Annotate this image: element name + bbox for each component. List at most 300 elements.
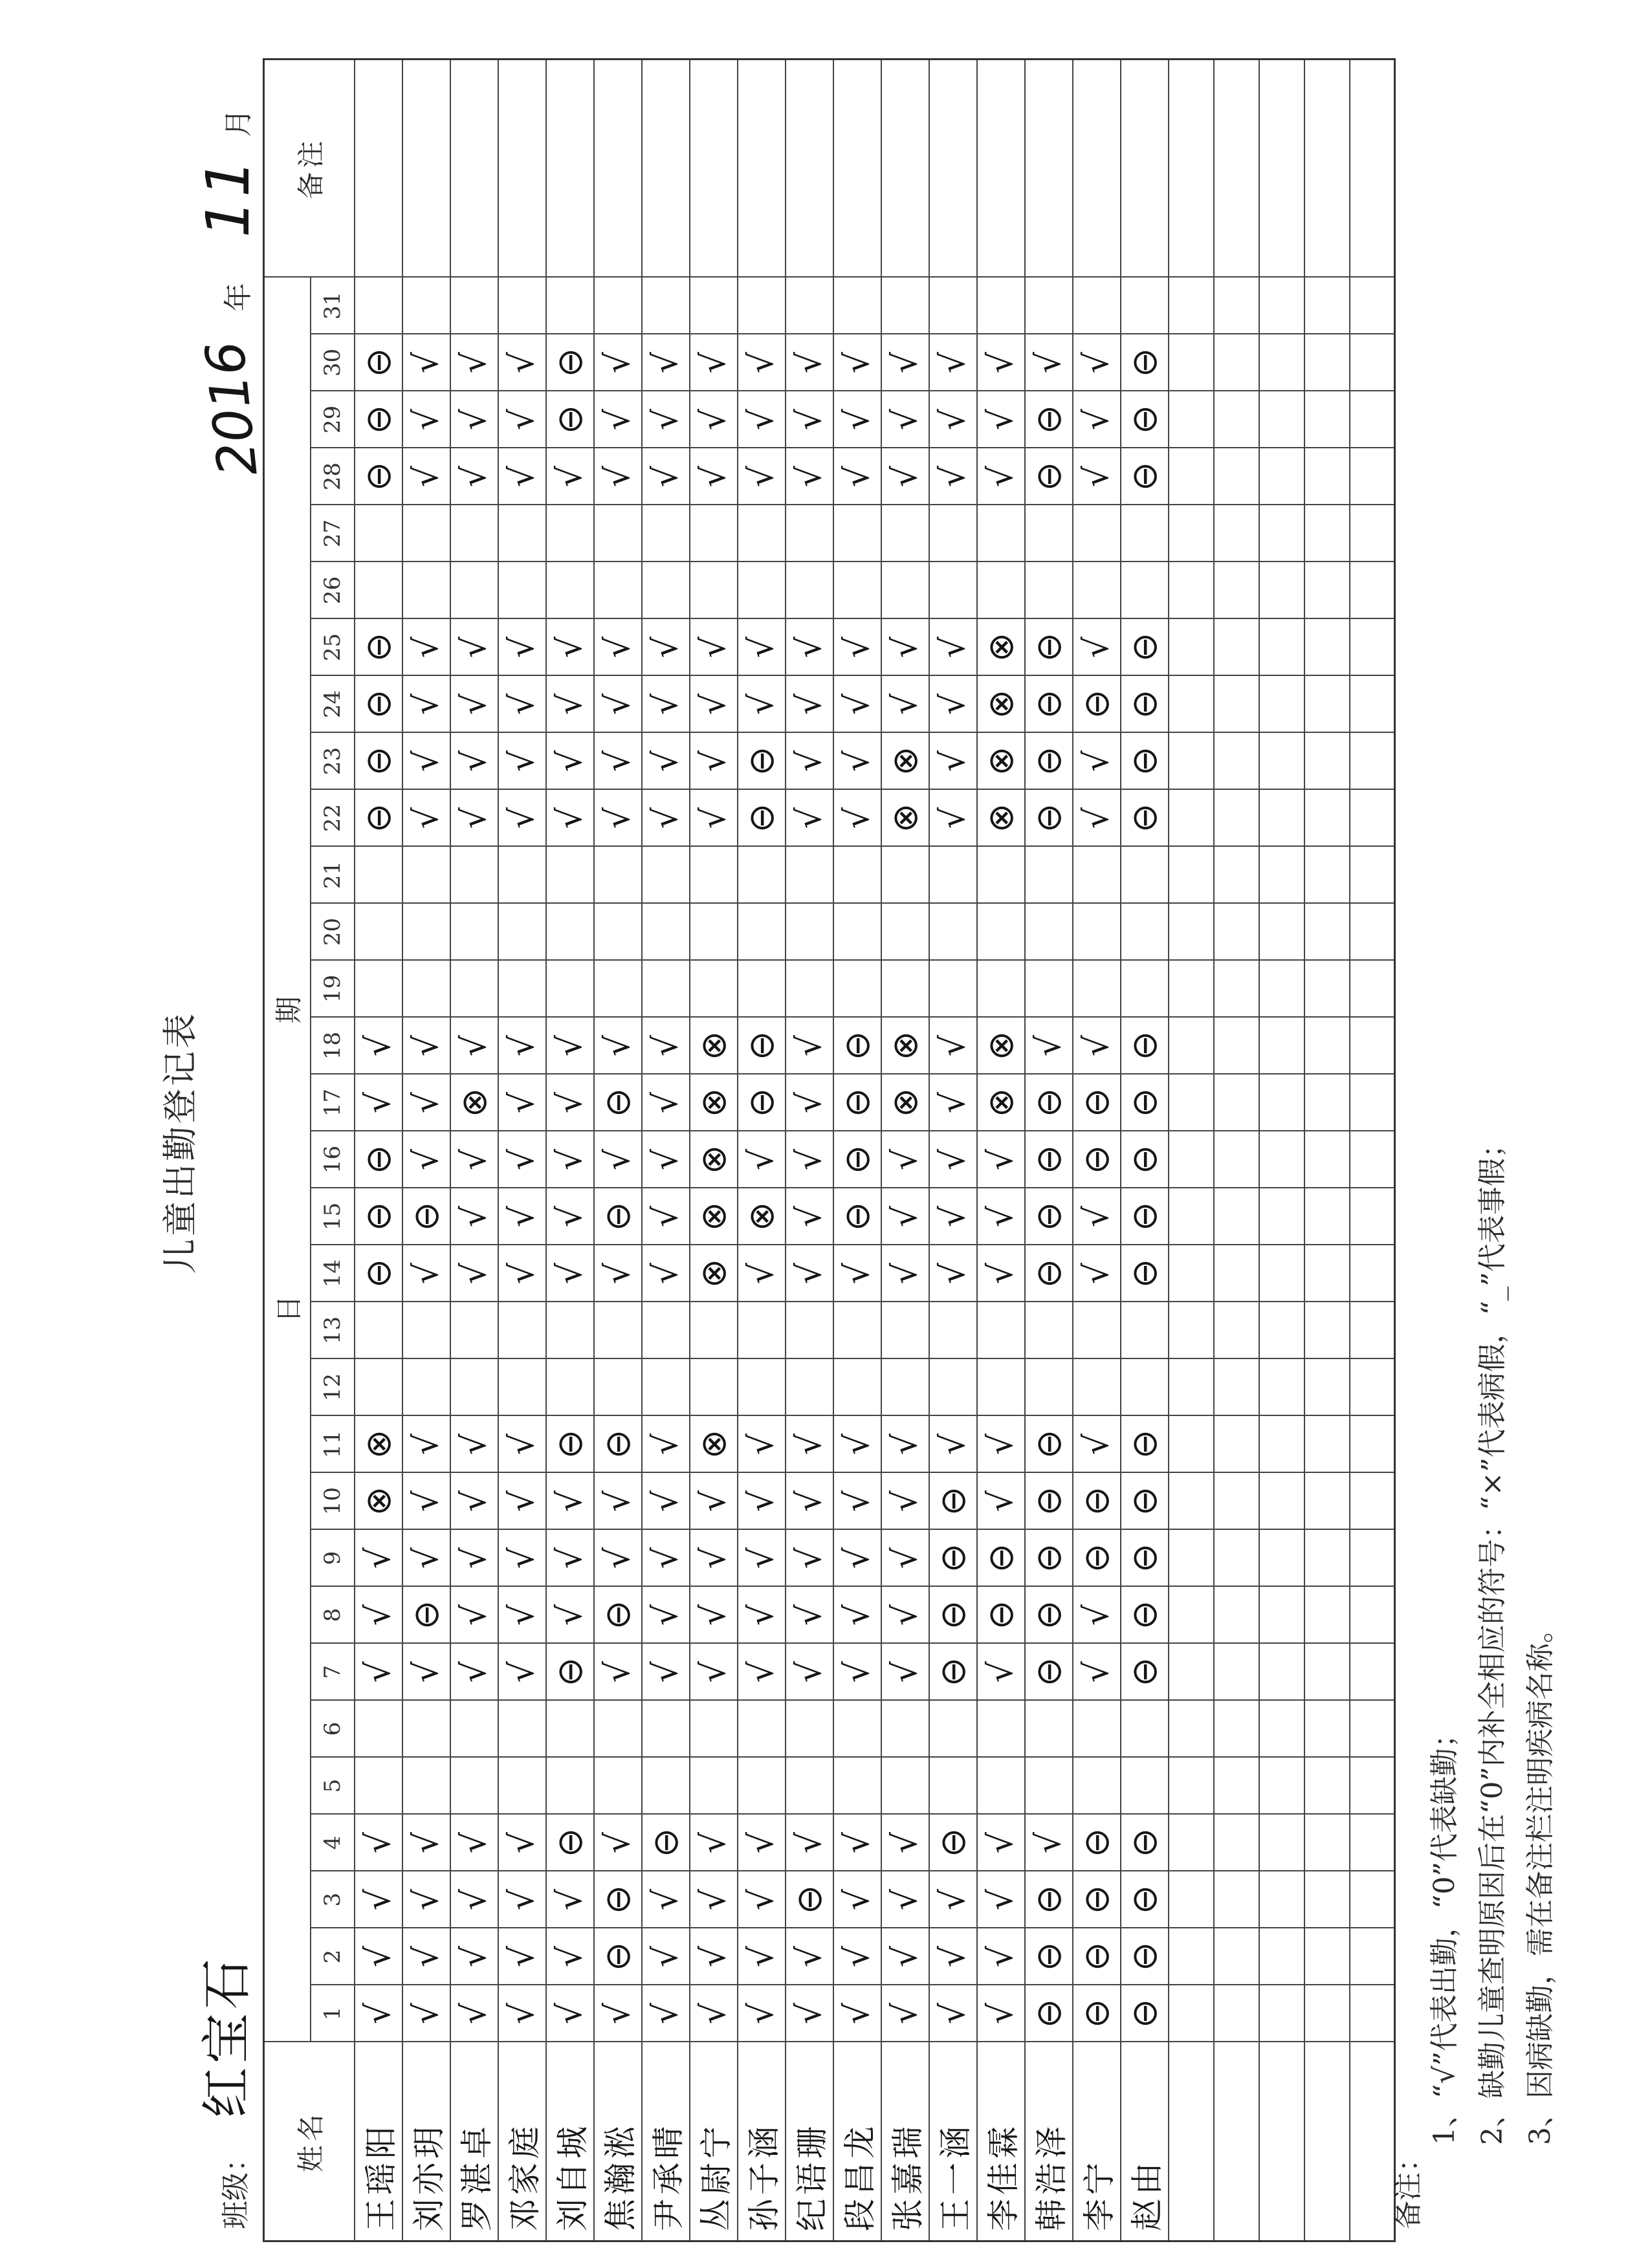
student-name: 邓家庭 — [498, 2042, 546, 2241]
attendance-mark-day-26 — [1304, 562, 1350, 619]
attendance-mark-day-25 — [1169, 619, 1214, 676]
attendance-mark-day-14 — [1304, 1245, 1350, 1302]
attendance-mark-day-23: ⊗ — [881, 733, 929, 790]
attendance-mark-day-26 — [881, 562, 929, 619]
student-row — [594, 59, 642, 2241]
attendance-mark-day-12 — [355, 1359, 402, 1416]
attendance-mark-day-16: ⊖ — [1073, 1131, 1121, 1188]
attendance-mark-day-14 — [1214, 1245, 1259, 1302]
attendance-mark-day-17: ⊖ — [1073, 1074, 1121, 1131]
attendance-mark-day-8 — [1259, 1587, 1304, 1644]
attendance-mark-day-7: ⊖ — [546, 1644, 594, 1701]
attendance-mark-day-8: √ — [546, 1587, 594, 1644]
attendance-mark-day-5 — [1121, 1758, 1169, 1815]
attendance-mark-day-25: √ — [833, 619, 881, 676]
day-number-header: 8 — [311, 1587, 355, 1644]
attendance-mark-day-29: √ — [498, 391, 546, 448]
attendance-mark-day-27 — [1350, 505, 1395, 562]
attendance-mark-day-31 — [1304, 277, 1350, 334]
day-number-header: 17 — [311, 1074, 355, 1131]
attendance-mark-day-7 — [1169, 1644, 1214, 1701]
attendance-mark-day-30: ⊖ — [546, 334, 594, 391]
attendance-mark-day-8 — [1304, 1587, 1350, 1644]
attendance-mark-day-24: √ — [833, 676, 881, 733]
attendance-mark-day-1: √ — [546, 1985, 594, 2042]
attendance-mark-day-29 — [1259, 391, 1304, 448]
student-row — [498, 59, 546, 2241]
attendance-mark-day-19 — [450, 961, 498, 1018]
date-column-group-header — [264, 277, 311, 2042]
attendance-mark-day-3: √ — [642, 1871, 690, 1928]
attendance-mark-day-21 — [881, 847, 929, 904]
student-name: 纪语珊 — [786, 2042, 833, 2241]
note-item: 3、因病缺勤，需在备注栏注明疾病名称。 — [1524, 1615, 1557, 2145]
attendance-mark-day-26 — [402, 562, 450, 619]
attendance-mark-day-3: ⊖ — [594, 1871, 642, 1928]
attendance-mark-day-29 — [1304, 391, 1350, 448]
remarks-cell — [977, 59, 1025, 277]
attendance-mark-day-11: ⊗ — [690, 1416, 738, 1473]
attendance-mark-day-30: √ — [498, 334, 546, 391]
attendance-mark-day-21 — [1214, 847, 1259, 904]
attendance-mark-day-28: √ — [977, 448, 1025, 505]
attendance-mark-day-27 — [1073, 505, 1121, 562]
remarks-cell — [498, 59, 546, 277]
attendance-mark-day-23: ⊗ — [977, 733, 1025, 790]
attendance-mark-day-3: √ — [738, 1871, 786, 1928]
attendance-mark-day-13 — [1350, 1302, 1395, 1359]
attendance-mark-day-22: ⊖ — [738, 790, 786, 847]
attendance-mark-day-25: √ — [1073, 619, 1121, 676]
attendance-mark-day-12 — [450, 1359, 498, 1416]
attendance-mark-day-14: √ — [738, 1245, 786, 1302]
attendance-mark-day-2 — [1304, 1928, 1350, 1985]
attendance-mark-day-21 — [1121, 847, 1169, 904]
attendance-mark-day-1: √ — [929, 1985, 977, 2042]
attendance-mark-day-5 — [1350, 1758, 1395, 1815]
attendance-mark-day-25: √ — [594, 619, 642, 676]
attendance-mark-day-2: √ — [929, 1928, 977, 1985]
attendance-mark-day-13 — [1025, 1302, 1073, 1359]
attendance-mark-day-2: √ — [786, 1928, 833, 1985]
attendance-mark-day-30: √ — [977, 334, 1025, 391]
attendance-mark-day-31 — [498, 277, 546, 334]
attendance-mark-day-10: √ — [402, 1473, 450, 1530]
attendance-mark-day-15: ⊗ — [690, 1188, 738, 1245]
attendance-mark-day-4: ⊖ — [929, 1815, 977, 1871]
attendance-mark-day-17: ⊗ — [977, 1074, 1025, 1131]
attendance-mark-day-14: √ — [833, 1245, 881, 1302]
student-name: 王瑶阳 — [355, 2042, 402, 2241]
attendance-mark-day-4: √ — [881, 1815, 929, 1871]
attendance-mark-day-5 — [881, 1758, 929, 1815]
attendance-mark-day-1: ⊖ — [1025, 1985, 1073, 2042]
remarks-cell — [738, 59, 786, 277]
attendance-mark-day-18: √ — [1025, 1018, 1073, 1074]
attendance-mark-day-5 — [833, 1758, 881, 1815]
attendance-mark-day-20 — [1121, 904, 1169, 961]
attendance-mark-day-29: ⊖ — [355, 391, 402, 448]
attendance-mark-day-21 — [977, 847, 1025, 904]
attendance-mark-day-23: ⊖ — [1025, 733, 1073, 790]
attendance-mark-day-22 — [1304, 790, 1350, 847]
attendance-mark-day-30: √ — [786, 334, 833, 391]
attendance-mark-day-12 — [1169, 1359, 1214, 1416]
attendance-mark-day-27 — [690, 505, 738, 562]
attendance-mark-day-15 — [1304, 1188, 1350, 1245]
attendance-mark-day-22: ⊖ — [1121, 790, 1169, 847]
attendance-mark-day-19 — [738, 961, 786, 1018]
attendance-mark-day-27 — [1169, 505, 1214, 562]
day-number-header: 19 — [311, 961, 355, 1018]
attendance-mark-day-9: √ — [498, 1530, 546, 1587]
day-number-header: 31 — [311, 277, 355, 334]
student-row — [1121, 59, 1169, 2241]
attendance-mark-day-17 — [1214, 1074, 1259, 1131]
attendance-mark-day-3: √ — [881, 1871, 929, 1928]
attendance-mark-day-19 — [1259, 961, 1304, 1018]
attendance-mark-day-11: √ — [450, 1416, 498, 1473]
attendance-mark-day-31 — [690, 277, 738, 334]
attendance-mark-day-6 — [1304, 1701, 1350, 1758]
attendance-mark-day-3: √ — [977, 1871, 1025, 1928]
attendance-mark-day-28: √ — [929, 448, 977, 505]
attendance-mark-day-9: √ — [786, 1530, 833, 1587]
attendance-mark-day-16 — [1304, 1131, 1350, 1188]
attendance-mark-day-16: √ — [738, 1131, 786, 1188]
attendance-mark-day-4: √ — [450, 1815, 498, 1871]
attendance-mark-day-26 — [498, 562, 546, 619]
attendance-mark-day-8: √ — [642, 1587, 690, 1644]
attendance-mark-day-26 — [450, 562, 498, 619]
attendance-mark-day-24 — [1259, 676, 1304, 733]
attendance-mark-day-30 — [1169, 334, 1214, 391]
attendance-mark-day-10 — [1214, 1473, 1259, 1530]
attendance-mark-day-28: √ — [450, 448, 498, 505]
attendance-mark-day-21 — [642, 847, 690, 904]
attendance-mark-day-10: ⊖ — [1025, 1473, 1073, 1530]
attendance-mark-day-23 — [1304, 733, 1350, 790]
student-row — [738, 59, 786, 2241]
attendance-mark-day-23: √ — [1073, 733, 1121, 790]
attendance-mark-day-30: √ — [738, 334, 786, 391]
attendance-mark-day-12 — [977, 1359, 1025, 1416]
attendance-mark-day-12 — [594, 1359, 642, 1416]
attendance-mark-day-15 — [1350, 1188, 1395, 1245]
attendance-mark-day-14: ⊗ — [690, 1245, 738, 1302]
attendance-mark-day-25 — [1350, 619, 1395, 676]
attendance-mark-day-28: √ — [594, 448, 642, 505]
attendance-mark-day-18: √ — [355, 1018, 402, 1074]
attendance-mark-day-5 — [546, 1758, 594, 1815]
attendance-mark-day-24: √ — [402, 676, 450, 733]
attendance-mark-day-1: √ — [881, 1985, 929, 2042]
attendance-mark-day-12 — [1025, 1359, 1073, 1416]
attendance-mark-day-26 — [642, 562, 690, 619]
attendance-mark-day-13 — [1073, 1302, 1121, 1359]
attendance-mark-day-12 — [1259, 1359, 1304, 1416]
attendance-mark-day-11 — [1350, 1416, 1395, 1473]
attendance-mark-day-10 — [1350, 1473, 1395, 1530]
attendance-mark-day-20 — [355, 904, 402, 961]
attendance-mark-day-25: √ — [498, 619, 546, 676]
note-item: 1、“√”代表出勤，“0”代表缺勤； — [1428, 1719, 1461, 2145]
attendance-mark-day-5 — [450, 1758, 498, 1815]
attendance-mark-day-19 — [1025, 961, 1073, 1018]
attendance-mark-day-21 — [1350, 847, 1395, 904]
blank-row — [1304, 59, 1350, 2241]
attendance-mark-day-14: √ — [498, 1245, 546, 1302]
attendance-mark-day-29: √ — [402, 391, 450, 448]
attendance-mark-day-8 — [1214, 1587, 1259, 1644]
attendance-mark-day-31 — [929, 277, 977, 334]
attendance-mark-day-18 — [1169, 1018, 1214, 1074]
day-number-header: 13 — [311, 1302, 355, 1359]
attendance-mark-day-8: √ — [833, 1587, 881, 1644]
attendance-mark-day-3: √ — [833, 1871, 881, 1928]
attendance-mark-day-24 — [1304, 676, 1350, 733]
student-row — [690, 59, 738, 2241]
student-name: 王一涵 — [929, 2042, 977, 2241]
attendance-mark-day-2: √ — [690, 1928, 738, 1985]
attendance-mark-day-19 — [355, 961, 402, 1018]
attendance-mark-day-11: ⊖ — [1121, 1416, 1169, 1473]
attendance-mark-day-4: ⊖ — [546, 1815, 594, 1871]
attendance-mark-day-18 — [1304, 1018, 1350, 1074]
attendance-mark-day-8 — [1350, 1587, 1395, 1644]
day-number-header: 14 — [311, 1245, 355, 1302]
attendance-mark-day-11: √ — [402, 1416, 450, 1473]
attendance-mark-day-26 — [546, 562, 594, 619]
attendance-mark-day-15: √ — [546, 1188, 594, 1245]
attendance-mark-day-7: √ — [833, 1644, 881, 1701]
attendance-mark-day-13 — [881, 1302, 929, 1359]
attendance-mark-day-10: √ — [881, 1473, 929, 1530]
year-unit: 年 — [222, 283, 255, 312]
attendance-mark-day-21 — [1073, 847, 1121, 904]
attendance-mark-day-2: √ — [881, 1928, 929, 1985]
attendance-mark-day-21 — [402, 847, 450, 904]
day-number-header: 1 — [311, 1985, 355, 2042]
attendance-mark-day-5 — [642, 1758, 690, 1815]
attendance-mark-day-16: √ — [546, 1131, 594, 1188]
attendance-mark-day-18: √ — [450, 1018, 498, 1074]
attendance-mark-day-18 — [1350, 1018, 1395, 1074]
attendance-mark-day-24 — [1169, 676, 1214, 733]
attendance-mark-day-16: ⊖ — [355, 1131, 402, 1188]
attendance-mark-day-18: √ — [929, 1018, 977, 1074]
attendance-mark-day-31 — [642, 277, 690, 334]
attendance-mark-day-31 — [450, 277, 498, 334]
attendance-mark-day-1 — [1350, 1985, 1395, 2042]
attendance-mark-day-3: ⊖ — [1025, 1871, 1073, 1928]
attendance-mark-day-3: √ — [929, 1871, 977, 1928]
attendance-mark-day-24: √ — [450, 676, 498, 733]
student-name — [1259, 2042, 1304, 2241]
attendance-mark-day-8: √ — [498, 1587, 546, 1644]
attendance-mark-day-2: ⊖ — [1025, 1928, 1073, 1985]
class-name-handwritten: 红宝石 — [198, 1954, 256, 2118]
attendance-mark-day-30: √ — [450, 334, 498, 391]
attendance-mark-day-22: ⊖ — [355, 790, 402, 847]
attendance-mark-day-17: ⊖ — [1025, 1074, 1073, 1131]
attendance-mark-day-20 — [1259, 904, 1304, 961]
attendance-mark-day-2: √ — [450, 1928, 498, 1985]
attendance-mark-day-27 — [1214, 505, 1259, 562]
attendance-mark-day-17: ⊖ — [738, 1074, 786, 1131]
attendance-mark-day-9: ⊖ — [929, 1530, 977, 1587]
attendance-mark-day-4 — [1169, 1815, 1214, 1871]
attendance-mark-day-4: ⊖ — [1073, 1815, 1121, 1871]
attendance-mark-day-20 — [690, 904, 738, 961]
attendance-mark-day-16 — [1214, 1131, 1259, 1188]
attendance-mark-day-13 — [738, 1302, 786, 1359]
attendance-mark-day-30: √ — [833, 334, 881, 391]
attendance-mark-day-7: √ — [881, 1644, 929, 1701]
student-name: 丛尉宁 — [690, 2042, 738, 2241]
attendance-mark-day-15: √ — [498, 1188, 546, 1245]
attendance-mark-day-28 — [1214, 448, 1259, 505]
attendance-mark-day-11: √ — [642, 1416, 690, 1473]
attendance-mark-day-19 — [594, 961, 642, 1018]
attendance-mark-day-27 — [1025, 505, 1073, 562]
attendance-mark-day-9: √ — [833, 1530, 881, 1587]
day-number-header: 3 — [311, 1871, 355, 1928]
attendance-mark-day-7: √ — [402, 1644, 450, 1701]
attendance-mark-day-13 — [1169, 1302, 1214, 1359]
attendance-mark-day-23: ⊖ — [738, 733, 786, 790]
attendance-mark-day-24: √ — [642, 676, 690, 733]
attendance-mark-day-7: √ — [642, 1644, 690, 1701]
attendance-mark-day-31 — [1025, 277, 1073, 334]
attendance-mark-day-1: √ — [833, 1985, 881, 2042]
attendance-mark-day-9: √ — [594, 1530, 642, 1587]
attendance-mark-day-20 — [977, 904, 1025, 961]
day-number-header: 12 — [311, 1359, 355, 1416]
attendance-mark-day-14 — [1259, 1245, 1304, 1302]
attendance-mark-day-25: √ — [450, 619, 498, 676]
attendance-mark-day-22: ⊗ — [881, 790, 929, 847]
attendance-mark-day-18: √ — [786, 1018, 833, 1074]
remarks-cell — [1350, 59, 1395, 277]
attendance-mark-day-10 — [1304, 1473, 1350, 1530]
page-title: 儿童出勤登记表 — [160, 1011, 201, 1274]
attendance-mark-day-31 — [1350, 277, 1395, 334]
attendance-mark-day-29 — [1350, 391, 1395, 448]
attendance-mark-day-10: ⊖ — [1073, 1473, 1121, 1530]
attendance-mark-day-9 — [1259, 1530, 1304, 1587]
attendance-mark-day-12 — [690, 1359, 738, 1416]
attendance-mark-day-30 — [1350, 334, 1395, 391]
day-number-header: 18 — [311, 1018, 355, 1074]
attendance-mark-day-21 — [929, 847, 977, 904]
attendance-mark-day-11: ⊗ — [355, 1416, 402, 1473]
attendance-mark-day-22: √ — [498, 790, 546, 847]
attendance-mark-day-14: ⊖ — [1121, 1245, 1169, 1302]
day-number-header: 6 — [311, 1701, 355, 1758]
attendance-mark-day-5 — [594, 1758, 642, 1815]
attendance-mark-day-5 — [1169, 1758, 1214, 1815]
attendance-mark-day-30: √ — [690, 334, 738, 391]
attendance-mark-day-13 — [1214, 1302, 1259, 1359]
attendance-mark-day-30 — [1259, 334, 1304, 391]
date-header-text — [268, 278, 307, 2041]
attendance-mark-day-19 — [402, 961, 450, 1018]
attendance-mark-day-19 — [881, 961, 929, 1018]
attendance-mark-day-5 — [498, 1758, 546, 1815]
attendance-mark-day-8: √ — [786, 1587, 833, 1644]
attendance-mark-day-2 — [1259, 1928, 1304, 1985]
student-name: 孙子涵 — [738, 2042, 786, 2241]
attendance-mark-day-19 — [546, 961, 594, 1018]
day-number-header: 20 — [311, 904, 355, 961]
attendance-mark-day-9: √ — [402, 1530, 450, 1587]
attendance-mark-day-14: √ — [1073, 1245, 1121, 1302]
attendance-mark-day-29 — [1169, 391, 1214, 448]
student-name: 段昌龙 — [833, 2042, 881, 2241]
attendance-mark-day-20 — [450, 904, 498, 961]
remarks-column-header: 备注 — [264, 59, 355, 277]
attendance-mark-day-3: ⊖ — [1073, 1871, 1121, 1928]
attendance-mark-day-30: √ — [1073, 334, 1121, 391]
note-item: 2、缺勤儿童查明原因后在“0”内补全相应的符号：“×”代表病假，“_”代表事假； — [1476, 1129, 1509, 2145]
attendance-mark-day-20 — [929, 904, 977, 961]
attendance-mark-day-16: √ — [977, 1131, 1025, 1188]
attendance-mark-day-6 — [786, 1701, 833, 1758]
attendance-mark-day-1: √ — [642, 1985, 690, 2042]
attendance-mark-day-26 — [786, 562, 833, 619]
attendance-mark-day-1: √ — [402, 1985, 450, 2042]
attendance-mark-day-26 — [594, 562, 642, 619]
attendance-mark-day-6 — [594, 1701, 642, 1758]
attendance-mark-day-8: √ — [355, 1587, 402, 1644]
attendance-mark-day-18: √ — [402, 1018, 450, 1074]
attendance-mark-day-21 — [450, 847, 498, 904]
student-row — [450, 59, 498, 2241]
attendance-mark-day-10: √ — [690, 1473, 738, 1530]
attendance-mark-day-22: √ — [642, 790, 690, 847]
attendance-mark-day-4: √ — [1025, 1815, 1073, 1871]
attendance-mark-day-22: √ — [450, 790, 498, 847]
attendance-mark-day-23 — [1214, 733, 1259, 790]
attendance-mark-day-5 — [786, 1758, 833, 1815]
attendance-mark-day-17: √ — [402, 1074, 450, 1131]
day-number-header: 2 — [311, 1928, 355, 1985]
attendance-mark-day-13 — [833, 1302, 881, 1359]
attendance-mark-day-1: √ — [355, 1985, 402, 2042]
attendance-mark-day-7 — [1259, 1644, 1304, 1701]
attendance-mark-day-3 — [1214, 1871, 1259, 1928]
attendance-mark-day-10: √ — [642, 1473, 690, 1530]
attendance-mark-day-24: ⊖ — [355, 676, 402, 733]
attendance-mark-day-22: √ — [402, 790, 450, 847]
attendance-mark-day-6 — [929, 1701, 977, 1758]
attendance-mark-day-11: √ — [1073, 1416, 1121, 1473]
attendance-mark-day-31 — [881, 277, 929, 334]
attendance-mark-day-27 — [450, 505, 498, 562]
attendance-mark-day-4 — [1214, 1815, 1259, 1871]
attendance-mark-day-31 — [1073, 277, 1121, 334]
attendance-mark-day-14: ⊖ — [355, 1245, 402, 1302]
blank-row — [1214, 59, 1259, 2241]
attendance-mark-day-7: √ — [977, 1644, 1025, 1701]
attendance-mark-day-3: √ — [498, 1871, 546, 1928]
attendance-mark-day-4: √ — [738, 1815, 786, 1871]
attendance-mark-day-2: √ — [977, 1928, 1025, 1985]
day-number-header: 28 — [311, 448, 355, 505]
attendance-mark-day-28: √ — [690, 448, 738, 505]
attendance-mark-day-12 — [402, 1359, 450, 1416]
